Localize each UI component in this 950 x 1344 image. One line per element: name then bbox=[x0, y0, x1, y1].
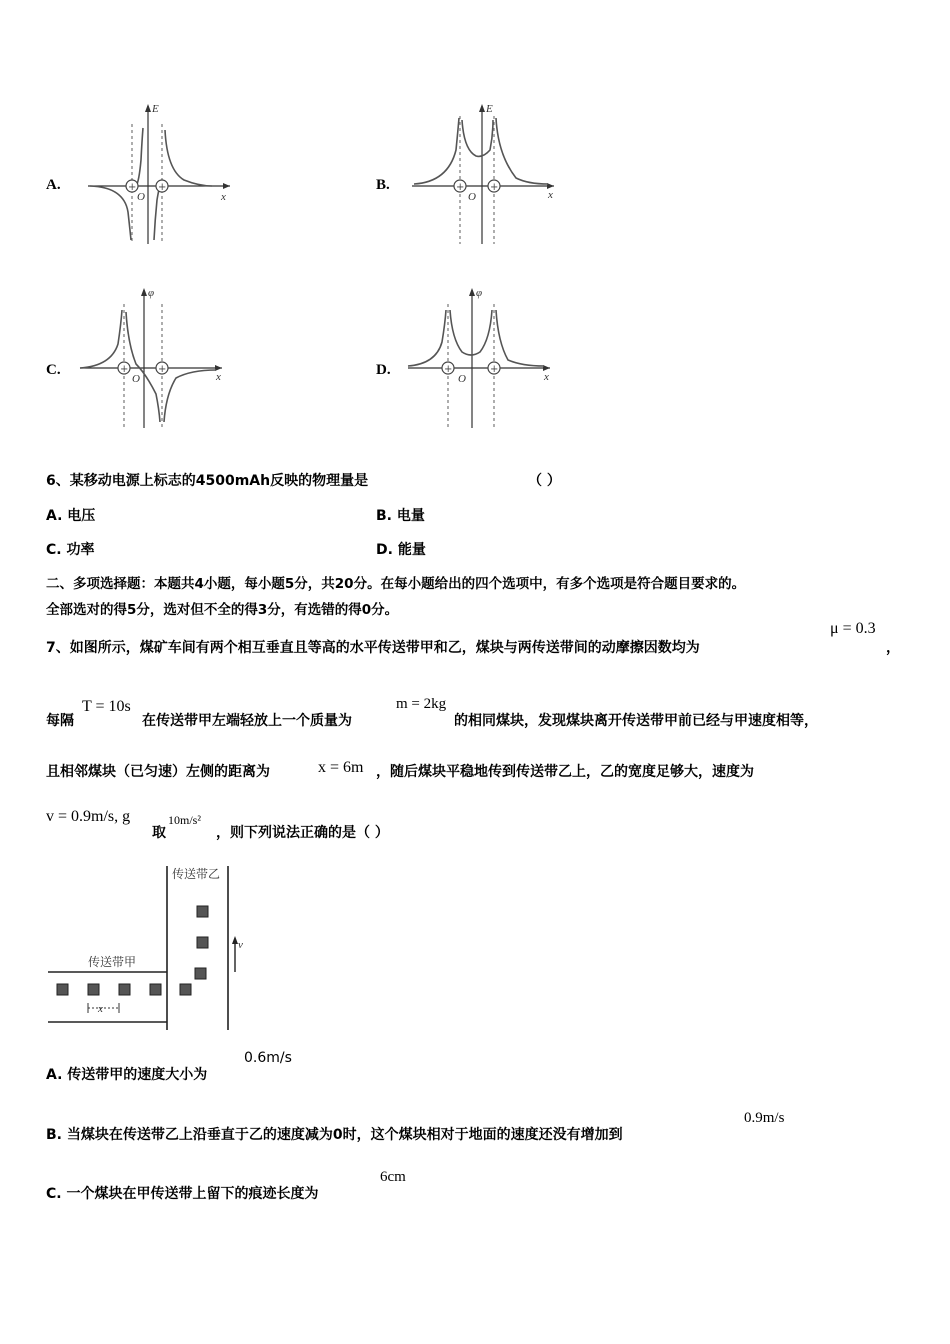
q5-c-origin: O bbox=[132, 373, 140, 385]
q5-a-axis-x: x bbox=[221, 191, 226, 203]
q5-option-b-label: B. bbox=[376, 177, 390, 193]
q7-option-c-math: 6cm bbox=[380, 1169, 406, 1185]
q6-option-a[interactable] bbox=[46, 505, 95, 525]
q7-line2-b: 在传送带甲左端轻放上一个质量为 bbox=[142, 713, 352, 729]
q5-b-axis-y: E bbox=[486, 103, 493, 115]
q5-a-axis-y: E bbox=[152, 103, 159, 115]
q7-fig-x-label: x bbox=[98, 1003, 103, 1015]
q7-line3-a: 且相邻煤块（已匀速）左侧的距离为 bbox=[46, 764, 270, 780]
q7-period-value: T = 10s bbox=[82, 698, 131, 715]
q7-option-b-text: 当煤块在传送带乙上沿垂直于乙的速度减为0时，这个煤块相对于地面的速度还没有增加到 bbox=[66, 1127, 623, 1143]
q6-option-c-label: C. bbox=[46, 542, 62, 558]
q6-option-b-text: 电量 bbox=[396, 508, 425, 524]
svg-text:+: + bbox=[158, 364, 167, 375]
q5-c-axis-y: φ bbox=[148, 287, 155, 299]
q6-answer-paren: （ ） bbox=[528, 473, 561, 489]
q7-mu-value: μ = 0.3 bbox=[830, 620, 876, 637]
q6-option-d-label: D. bbox=[376, 542, 393, 558]
q6-stem: 6、某移动电源上标志的4500mAh反映的物理量是 bbox=[46, 473, 369, 489]
q5-graph-b bbox=[408, 100, 558, 248]
q5-option-c-label: C. bbox=[46, 362, 61, 378]
q6-option-c[interactable] bbox=[46, 539, 94, 559]
q6-option-d[interactable] bbox=[376, 539, 426, 559]
q5-d-axis-y: φ bbox=[476, 287, 483, 299]
q7-line2-c: 的相同煤块，发现煤块离开传送带甲前已经与甲速度相等， bbox=[454, 713, 818, 729]
q5-d-origin: O bbox=[458, 373, 466, 385]
q6-option-a-label: A. bbox=[46, 508, 63, 524]
q7-distance-value: x = 6m bbox=[318, 759, 364, 776]
svg-text:+: + bbox=[128, 182, 137, 193]
q7-line1-text: 7、如图所示，煤矿车间有两个相互垂直且等高的水平传送带甲和乙，煤块与两传送带间的动摩擦因数均为 bbox=[46, 640, 700, 656]
q6-option-b[interactable] bbox=[376, 505, 425, 525]
q5-graph-c bbox=[76, 284, 226, 432]
q6-option-c-text: 功率 bbox=[66, 542, 95, 558]
q7-conveyor-figure bbox=[44, 860, 254, 1039]
section2-line2: 全部选对的得5分，选对但不全的得3分，有选错的得0分。 bbox=[46, 602, 399, 618]
svg-text:+: + bbox=[444, 364, 453, 375]
q5-graph-d bbox=[404, 284, 554, 432]
svg-text:+: + bbox=[490, 182, 499, 193]
q5-graph-a bbox=[84, 100, 234, 248]
q7-gravity-value: 10m/s² bbox=[168, 813, 201, 827]
q7-mass-value: m = 2kg bbox=[396, 696, 447, 712]
q5-b-axis-x: x bbox=[548, 189, 553, 201]
q7-speed-value: v = 0.9m/s, g bbox=[46, 808, 131, 825]
q7-option-a-text: 传送带甲的速度大小为 bbox=[67, 1067, 208, 1083]
q7-line4-b: ，则下列说法正确的是（ ） bbox=[216, 825, 389, 841]
q7-line2-a: 每隔 bbox=[46, 713, 74, 729]
svg-text:+: + bbox=[158, 182, 167, 193]
q7-option-b-math: 0.9m/s bbox=[744, 1110, 785, 1126]
q5-c-axis-x: x bbox=[216, 371, 221, 383]
q7-option-b-label: B. bbox=[46, 1127, 62, 1143]
q7-fig-belt-a-label: 传送带甲 bbox=[88, 955, 137, 969]
q5-option-d-label: D. bbox=[376, 362, 391, 378]
q7-option-a-math: 0.6m/s bbox=[244, 1050, 292, 1066]
q7-option-c-label: C. bbox=[46, 1186, 62, 1202]
q7-line1-end: ， bbox=[886, 640, 900, 656]
section2-line1: 二、多项选择题：本题共4小题，每小题5分，共20分。在每小题给出的四个选项中，有多个选项是符合题目要求的。 bbox=[46, 576, 746, 592]
q7-option-a-label: A. bbox=[46, 1067, 63, 1083]
q7-option-c-text: 一个煤块在甲传送带上留下的痕迹长度为 bbox=[66, 1186, 319, 1202]
q6-option-d-text: 能量 bbox=[397, 542, 426, 558]
q5-a-origin: O bbox=[137, 191, 145, 203]
q5-b-origin: O bbox=[468, 191, 476, 203]
q6-option-b-label: B. bbox=[376, 508, 392, 524]
q7-fig-belt-b-label: 传送带乙 bbox=[172, 867, 221, 881]
q5-d-axis-x: x bbox=[544, 371, 549, 383]
q7-option-a[interactable] bbox=[46, 1064, 207, 1084]
svg-text:+: + bbox=[456, 182, 465, 193]
q7-line4-a: 取 bbox=[152, 825, 166, 841]
svg-text:+: + bbox=[120, 364, 129, 375]
q5-option-a-label: A. bbox=[46, 177, 61, 193]
q7-fig-v-label: v bbox=[238, 939, 243, 951]
q7-line3-b: ，随后煤块平稳地传到传送带乙上，乙的宽度足够大，速度为 bbox=[376, 764, 754, 780]
q7-option-c[interactable] bbox=[46, 1183, 318, 1203]
svg-text:+: + bbox=[490, 364, 499, 375]
q6-option-a-text: 电压 bbox=[67, 508, 96, 524]
q7-option-b[interactable] bbox=[46, 1124, 623, 1144]
